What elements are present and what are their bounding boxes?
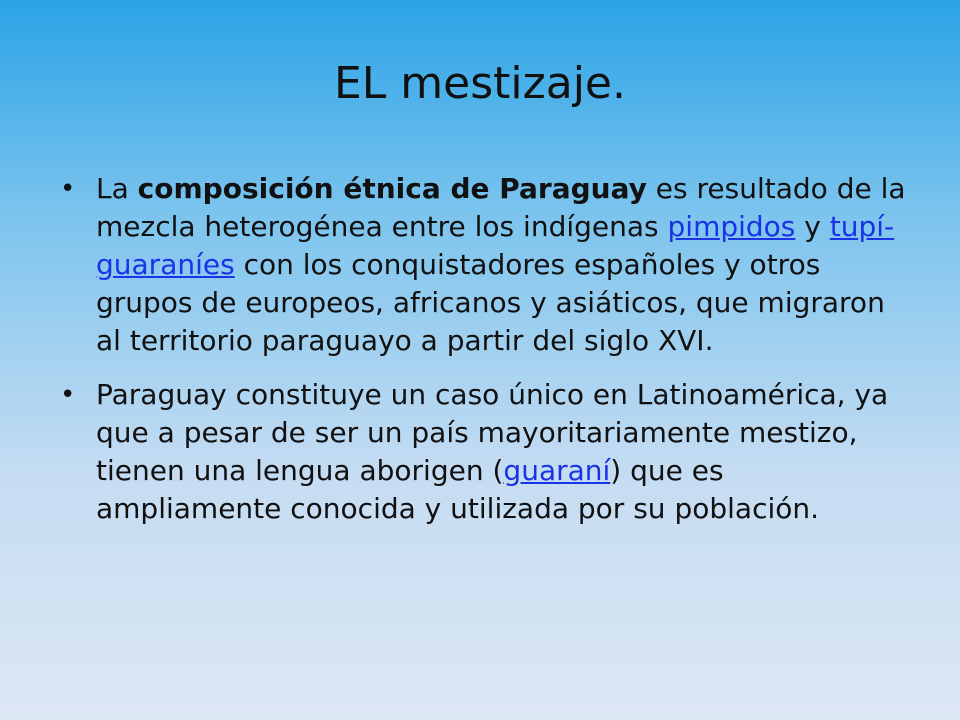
- bullet-item-ethnic-composition: [60, 170, 910, 360]
- slide-title: EL mestizaje.: [334, 58, 626, 109]
- link-guarani[interactable]: guaraní: [503, 454, 611, 487]
- bullet-icon: •: [60, 380, 76, 410]
- link-pimpidos[interactable]: pimpidos: [667, 210, 796, 243]
- bullet1-text-start: La: [96, 172, 138, 205]
- bullet1-text-middle: es resultado de la mezcla heterogénea entre los indígenas: [96, 172, 906, 243]
- link-tupi-guaranies[interactable]: tupí-guaraníes: [96, 210, 895, 281]
- bullet-icon: •: [60, 174, 76, 204]
- bullet1-text-end: con los conquistadores españoles y otros grupos de europeos, africanos y asiáticos, que migraron al territorio paraguayo a partir del siglo XVI.: [96, 248, 885, 357]
- bullet1-text-conjunction: y: [795, 210, 830, 243]
- bullet-list: [60, 170, 910, 544]
- bullet1-bold-phrase: composición étnica de Paraguay: [137, 172, 647, 205]
- bullet2-text-end: ) que es ampliamente conocida y utilizada por su población.: [96, 454, 820, 525]
- bullet-item-language: [60, 376, 910, 528]
- bullet2-text-start: Paraguay constituye un caso único en Latinoamérica, ya que a pesar de ser un país mayoritariamente mestizo, tienen una lengua aborigen (: [96, 378, 889, 487]
